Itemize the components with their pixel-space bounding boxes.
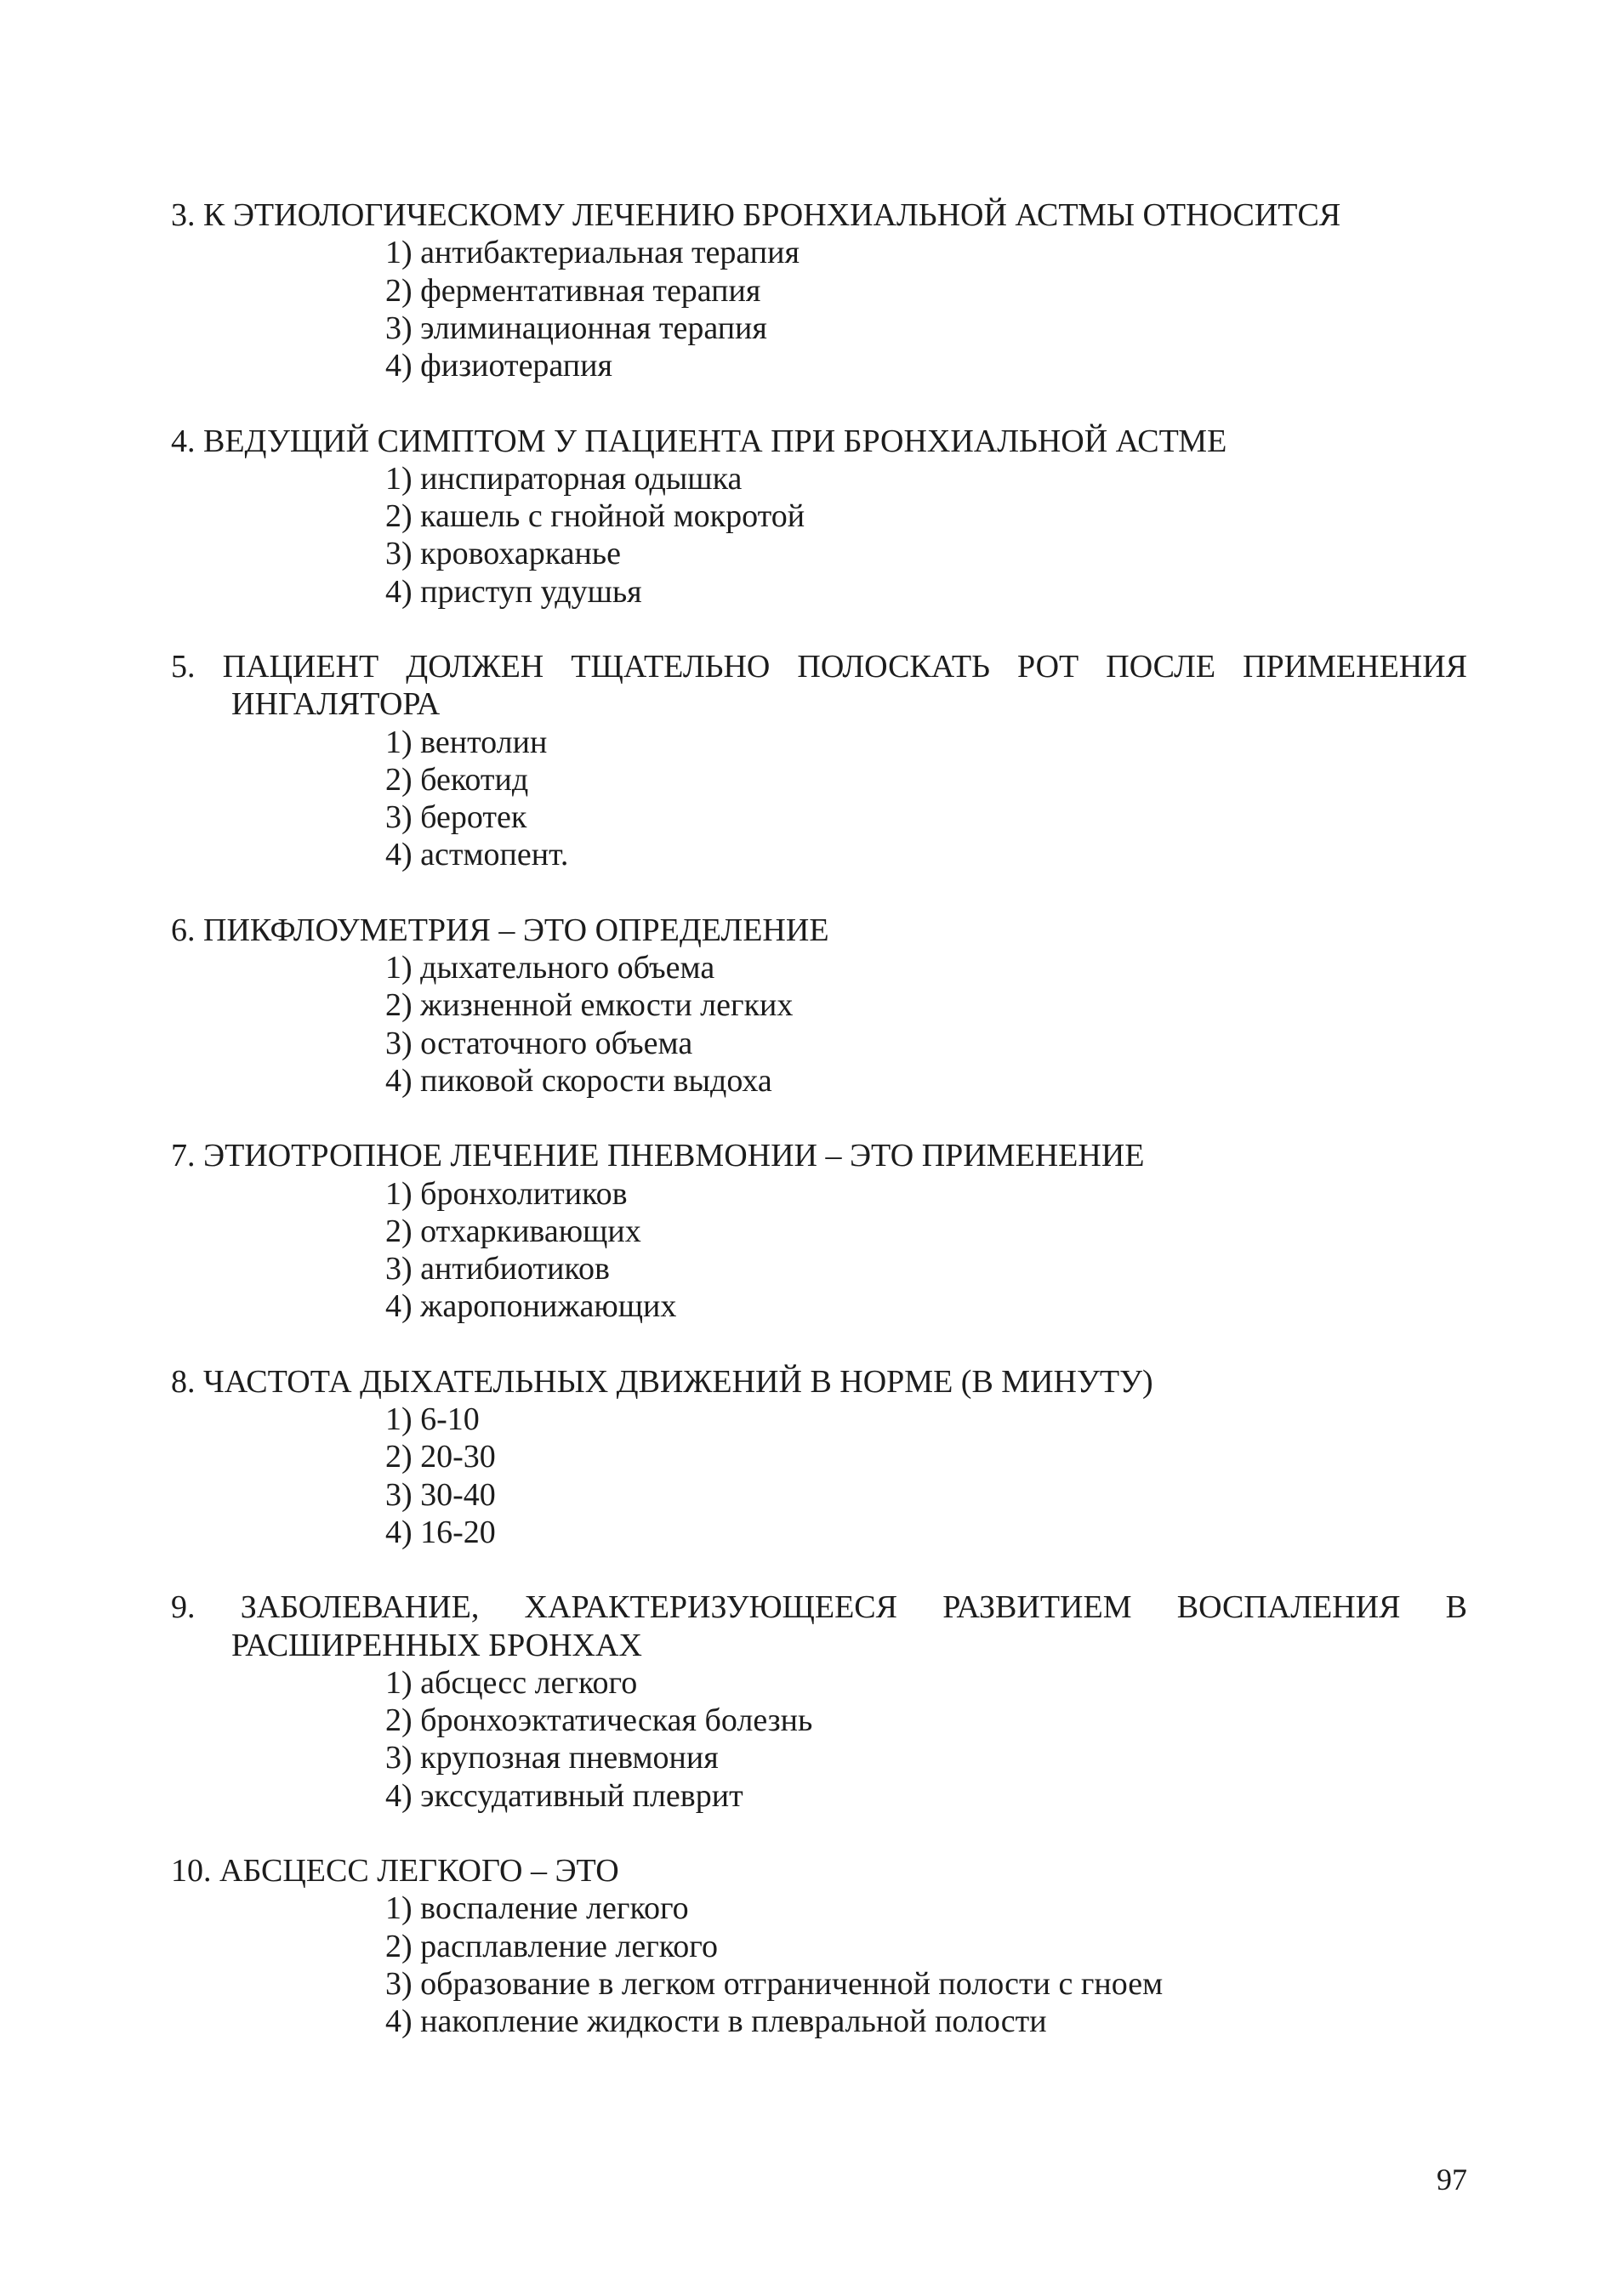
answer-option: 1) 6-10: [385, 1401, 480, 1437]
question-text: ЭТИОТРОПНОЕ ЛЕЧЕНИЕ ПНЕВМОНИИ – ЭТО ПРИМЕНЕНИЕ: [203, 1138, 1145, 1174]
question-text: ЧАСТОТА ДЫХАТЕЛЬНЫХ ДВИЖЕНИЙ В НОРМЕ (В МИНУТУ): [203, 1363, 1153, 1400]
question-text: ПИКФЛОУМЕТРИЯ – ЭТО ОПРЕДЕЛЕНИЕ: [203, 912, 829, 948]
answer-option: 2) расплавление легкого: [385, 1928, 718, 1964]
question-number: 3.: [171, 197, 196, 233]
question-heading: [171, 648, 1467, 685]
answer-option: 1) абсцесс легкого: [385, 1664, 638, 1701]
answer-option: 2) кашель с гнойной мокротой: [385, 498, 805, 534]
question-text-continuation: ИНГАЛЯТОРА: [231, 686, 441, 723]
answer-option: 4) физиотерапия: [385, 348, 612, 384]
question-heading: [171, 1363, 1467, 1401]
question-number: 6.: [171, 912, 196, 948]
answer-option: 3) остаточного объема: [385, 1025, 693, 1061]
test-questions: [171, 196, 1467, 2078]
question-block: [171, 196, 1467, 384]
answer-option: 2) бекотид: [385, 761, 529, 798]
question-block: [171, 1852, 1467, 2040]
question-heading: [171, 423, 1467, 460]
question-block: [171, 1363, 1467, 1551]
answer-option: 4) приступ удушья: [385, 573, 642, 610]
answer-option: 4) 16-20: [385, 1514, 496, 1550]
question-heading: [171, 1852, 1467, 1890]
question-number: 4.: [171, 423, 196, 459]
answer-option: 4) астмопент.: [385, 837, 569, 873]
question-heading: [171, 196, 1467, 234]
answer-option: 3) образование в легком отграниченной полости с гноем: [385, 1965, 1164, 2002]
answer-option: 2) ферментативная терапия: [385, 272, 761, 309]
question-heading: [171, 1588, 1467, 1626]
answer-option: 1) вентолин: [385, 724, 548, 760]
answer-option: 2) жизненной емкости легких: [385, 987, 794, 1024]
answer-option: 3) антибиотиков: [385, 1251, 610, 1287]
question-block: [171, 648, 1467, 874]
answer-option: 3) элиминационная терапия: [385, 310, 767, 346]
page-number: 97: [1437, 2162, 1467, 2197]
answer-option: 2) 20-30: [385, 1439, 496, 1475]
question-heading: [171, 912, 1467, 949]
answer-option: 3) кровохарканье: [385, 536, 622, 572]
question-block: [171, 912, 1467, 1100]
answer-option: 4) жаропонижающих: [385, 1288, 677, 1325]
answer-option: 3) 30-40: [385, 1476, 496, 1513]
answer-option: 1) дыхательного объема: [385, 950, 715, 986]
answer-option: 1) антибактериальная терапия: [385, 235, 800, 271]
answer-option: 1) бронхолитиков: [385, 1175, 628, 1212]
answer-option: 3) беротек: [385, 799, 527, 835]
question-text: АБСЦЕСС ЛЕГКОГО – ЭТО: [219, 1853, 619, 1889]
question-number: 9.: [171, 1589, 196, 1626]
answer-option: 1) инспираторная одышка: [385, 460, 743, 497]
answer-option: 1) воспаление легкого: [385, 1890, 689, 1927]
question-heading: [171, 1137, 1467, 1174]
answer-option: 4) пиковой скорости выдоха: [385, 1062, 772, 1099]
question-number: 7.: [171, 1138, 196, 1174]
answer-option: 2) бронхоэктатическая болезнь: [385, 1702, 813, 1738]
question-block: [171, 423, 1467, 611]
question-number: 10.: [171, 1853, 212, 1889]
answer-option: 4) накопление жидкости в плевральной полости: [385, 2003, 1047, 2039]
answer-option: 3) крупозная пневмония: [385, 1740, 719, 1776]
answer-option: 4) экссудативный плеврит: [385, 1777, 743, 1814]
question-text: ЗАБОЛЕВАНИЕ, ХАРАКТЕРИЗУЮЩЕЕСЯ РАЗВИТИЕМ ВОСПАЛЕНИЯ В: [240, 1589, 1468, 1626]
question-block: [171, 1137, 1467, 1325]
answer-option: 2) отхаркивающих: [385, 1213, 641, 1249]
question-block: [171, 1588, 1467, 1815]
question-text-continuation: РАСШИРЕННЫХ БРОНХАХ: [231, 1627, 642, 1663]
question-number: 8.: [171, 1363, 196, 1400]
question-text: ВЕДУЩИЙ СИМПТОМ У ПАЦИЕНТА ПРИ БРОНХИАЛЬНОЙ АСТМЕ: [203, 423, 1227, 459]
question-text: ПАЦИЕНТ ДОЛЖЕН ТЩАТЕЛЬНО ПОЛОСКАТЬ РОТ ПОСЛЕ ПРИМЕНЕНИЯ: [222, 649, 1468, 685]
question-number: 5.: [171, 649, 196, 685]
question-text: К ЭТИОЛОГИЧЕСКОМУ ЛЕЧЕНИЮ БРОНХИАЛЬНОЙ АСТМЫ ОТНОСИТСЯ: [203, 197, 1341, 233]
